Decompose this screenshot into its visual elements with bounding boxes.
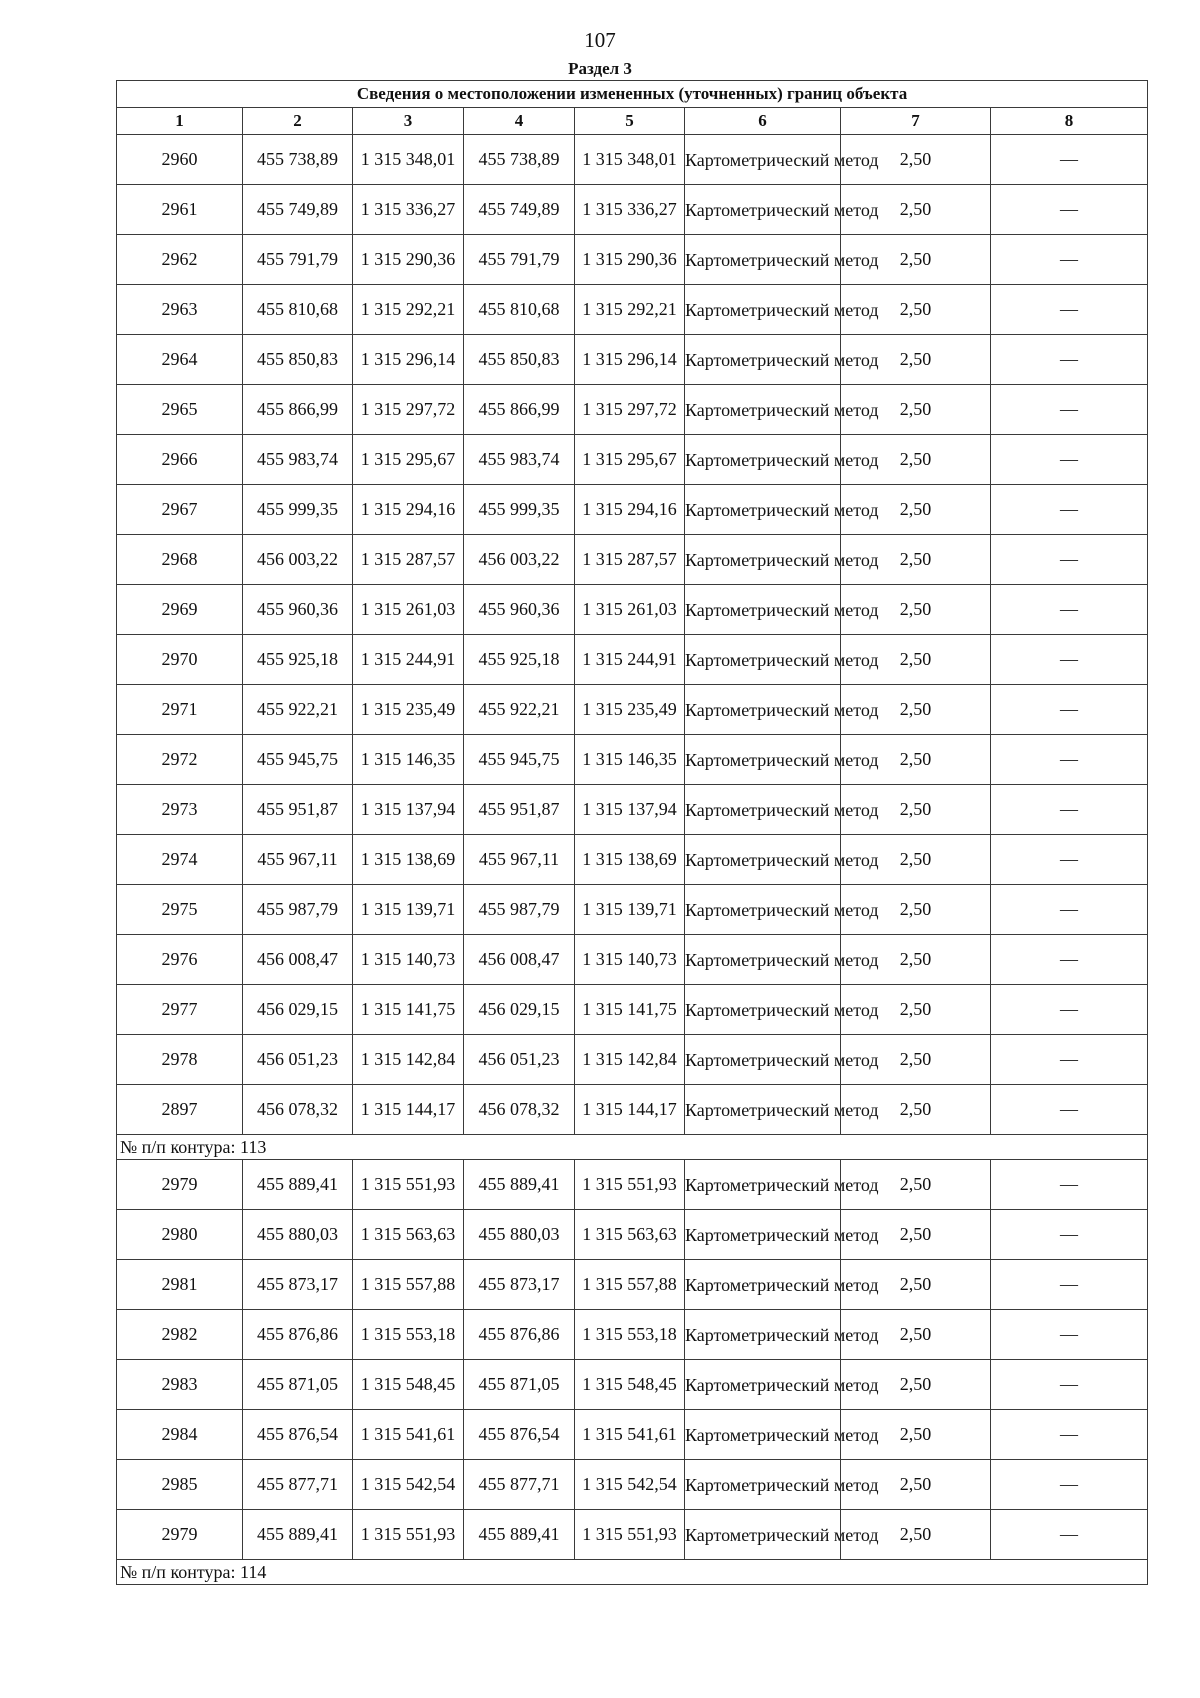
column-header-row — [117, 108, 1148, 135]
y-new-cell: 1 315 557,88 — [575, 1260, 685, 1310]
accuracy-cell: 2,50 — [841, 185, 991, 235]
accuracy-cell: 2,50 — [841, 285, 991, 335]
x-old-cell: 455 960,36 — [243, 585, 353, 635]
x-old-cell: 456 003,22 — [243, 535, 353, 585]
table-caption: Сведения о местоположении измененных (уточненных) границ объекта — [117, 81, 1148, 108]
point-number-cell: 2983 — [117, 1360, 243, 1410]
y-old-cell: 1 315 563,63 — [353, 1210, 464, 1260]
x-old-cell: 455 866,99 — [243, 385, 353, 435]
description-cell: — — [991, 1035, 1148, 1085]
description-cell: — — [991, 235, 1148, 285]
y-old-cell: 1 315 287,57 — [353, 535, 464, 585]
x-new-cell: 455 987,79 — [464, 885, 575, 935]
description-cell: — — [991, 1410, 1148, 1460]
x-new-cell: 455 791,79 — [464, 235, 575, 285]
method-cell: Картометрический метод — [685, 935, 841, 985]
method-cell: Картометрический метод — [685, 1260, 841, 1310]
accuracy-cell: 2,50 — [841, 385, 991, 435]
y-old-cell: 1 315 548,45 — [353, 1360, 464, 1410]
point-number-cell: 2979 — [117, 1510, 243, 1560]
x-old-cell: 455 987,79 — [243, 885, 353, 935]
y-old-cell: 1 315 290,36 — [353, 235, 464, 285]
point-number-cell: 2971 — [117, 685, 243, 735]
method-cell: Картометрический метод — [685, 135, 841, 185]
x-old-cell: 455 738,89 — [243, 135, 353, 185]
column-header: 4 — [464, 108, 575, 135]
table-row — [117, 435, 1148, 485]
point-number-cell: 2969 — [117, 585, 243, 635]
accuracy-cell: 2,50 — [841, 1310, 991, 1360]
accuracy-cell: 2,50 — [841, 535, 991, 585]
x-old-cell: 455 880,03 — [243, 1210, 353, 1260]
y-old-cell: 1 315 142,84 — [353, 1035, 464, 1085]
y-new-cell: 1 315 551,93 — [575, 1160, 685, 1210]
accuracy-cell: 2,50 — [841, 635, 991, 685]
accuracy-cell: 2,50 — [841, 435, 991, 485]
point-number-cell: 2964 — [117, 335, 243, 385]
x-old-cell: 455 749,89 — [243, 185, 353, 235]
y-old-cell: 1 315 139,71 — [353, 885, 464, 935]
method-cell: Картометрический метод — [685, 585, 841, 635]
method-cell: Картометрический метод — [685, 735, 841, 785]
point-number-cell: 2962 — [117, 235, 243, 285]
description-cell: — — [991, 735, 1148, 785]
table-row — [117, 335, 1148, 385]
description-cell: — — [991, 635, 1148, 685]
x-new-cell: 455 877,71 — [464, 1460, 575, 1510]
table-row — [117, 235, 1148, 285]
column-header: 6 — [685, 108, 841, 135]
accuracy-cell: 2,50 — [841, 235, 991, 285]
page-number: 107 — [584, 28, 616, 52]
description-cell: — — [991, 185, 1148, 235]
accuracy-cell: 2,50 — [841, 935, 991, 985]
table-row — [117, 1160, 1148, 1210]
method-cell: Картометрический метод — [685, 785, 841, 835]
table-row — [117, 835, 1148, 885]
point-number-cell: 2967 — [117, 485, 243, 535]
table-row — [117, 1460, 1148, 1510]
table-row — [117, 385, 1148, 435]
y-new-cell: 1 315 541,61 — [575, 1410, 685, 1460]
y-old-cell: 1 315 541,61 — [353, 1410, 464, 1460]
x-new-cell: 455 871,05 — [464, 1360, 575, 1410]
y-old-cell: 1 315 261,03 — [353, 585, 464, 635]
table-row — [117, 535, 1148, 585]
table-row — [117, 585, 1148, 635]
contour-row — [117, 1560, 1148, 1585]
y-new-cell: 1 315 292,21 — [575, 285, 685, 335]
y-old-cell: 1 315 292,21 — [353, 285, 464, 335]
method-cell: Картометрический метод — [685, 385, 841, 435]
y-old-cell: 1 315 235,49 — [353, 685, 464, 735]
table-row — [117, 485, 1148, 535]
y-new-cell: 1 315 563,63 — [575, 1210, 685, 1260]
y-new-cell: 1 315 140,73 — [575, 935, 685, 985]
point-number-cell: 2985 — [117, 1460, 243, 1510]
x-old-cell: 456 029,15 — [243, 985, 353, 1035]
x-old-cell: 456 008,47 — [243, 935, 353, 985]
x-old-cell: 455 983,74 — [243, 435, 353, 485]
x-new-cell: 455 876,86 — [464, 1310, 575, 1360]
y-old-cell: 1 315 551,93 — [353, 1160, 464, 1210]
method-cell: Картометрический метод — [685, 1360, 841, 1410]
description-cell: — — [991, 1310, 1148, 1360]
point-number-cell: 2975 — [117, 885, 243, 935]
accuracy-cell: 2,50 — [841, 1460, 991, 1510]
point-number-cell: 2981 — [117, 1260, 243, 1310]
method-cell: Картометрический метод — [685, 685, 841, 735]
x-new-cell: 456 029,15 — [464, 985, 575, 1035]
method-cell: Картометрический метод — [685, 1210, 841, 1260]
accuracy-cell: 2,50 — [841, 335, 991, 385]
description-cell: — — [991, 1210, 1148, 1260]
table-row — [117, 1360, 1148, 1410]
description-cell: — — [991, 285, 1148, 335]
description-cell: — — [991, 1085, 1148, 1135]
x-new-cell: 456 008,47 — [464, 935, 575, 985]
accuracy-cell: 2,50 — [841, 1085, 991, 1135]
point-number-cell: 2976 — [117, 935, 243, 985]
y-new-cell: 1 315 297,72 — [575, 385, 685, 435]
contour-row — [117, 1135, 1148, 1160]
accuracy-cell: 2,50 — [841, 885, 991, 935]
accuracy-cell: 2,50 — [841, 1510, 991, 1560]
y-old-cell: 1 315 146,35 — [353, 735, 464, 785]
contour-label: № п/п контура: 113 — [117, 1135, 1148, 1160]
x-old-cell: 456 051,23 — [243, 1035, 353, 1085]
table-row — [117, 285, 1148, 335]
x-old-cell: 455 889,41 — [243, 1160, 353, 1210]
y-new-cell: 1 315 348,01 — [575, 135, 685, 185]
description-cell: — — [991, 585, 1148, 635]
x-new-cell: 455 749,89 — [464, 185, 575, 235]
x-old-cell: 455 967,11 — [243, 835, 353, 885]
accuracy-cell: 2,50 — [841, 835, 991, 885]
y-new-cell: 1 315 142,84 — [575, 1035, 685, 1085]
point-number-cell: 2961 — [117, 185, 243, 235]
y-new-cell: 1 315 138,69 — [575, 835, 685, 885]
y-old-cell: 1 315 296,14 — [353, 335, 464, 385]
table-row — [117, 185, 1148, 235]
method-cell: Картометрический метод — [685, 1310, 841, 1360]
y-new-cell: 1 315 235,49 — [575, 685, 685, 735]
table-row — [117, 735, 1148, 785]
x-new-cell: 456 003,22 — [464, 535, 575, 585]
x-new-cell: 455 889,41 — [464, 1510, 575, 1560]
table-row — [117, 885, 1148, 935]
y-new-cell: 1 315 295,67 — [575, 435, 685, 485]
y-old-cell: 1 315 244,91 — [353, 635, 464, 685]
x-old-cell: 455 951,87 — [243, 785, 353, 835]
y-new-cell: 1 315 139,71 — [575, 885, 685, 935]
x-new-cell: 455 983,74 — [464, 435, 575, 485]
column-header: 7 — [841, 108, 991, 135]
table-row — [117, 1210, 1148, 1260]
description-cell: — — [991, 435, 1148, 485]
x-old-cell: 456 078,32 — [243, 1085, 353, 1135]
x-new-cell: 455 967,11 — [464, 835, 575, 885]
description-cell: — — [991, 1360, 1148, 1410]
point-number-cell: 2977 — [117, 985, 243, 1035]
y-new-cell: 1 315 553,18 — [575, 1310, 685, 1360]
point-number-cell: 2960 — [117, 135, 243, 185]
x-old-cell: 455 876,86 — [243, 1310, 353, 1360]
description-cell: — — [991, 335, 1148, 385]
y-old-cell: 1 315 294,16 — [353, 485, 464, 535]
x-new-cell: 455 866,99 — [464, 385, 575, 435]
point-number-cell: 2963 — [117, 285, 243, 335]
accuracy-cell: 2,50 — [841, 985, 991, 1035]
method-cell: Картометрический метод — [685, 285, 841, 335]
point-number-cell: 2984 — [117, 1410, 243, 1460]
point-number-cell: 2966 — [117, 435, 243, 485]
x-old-cell: 455 810,68 — [243, 285, 353, 335]
y-old-cell: 1 315 141,75 — [353, 985, 464, 1035]
accuracy-cell: 2,50 — [841, 1210, 991, 1260]
table-row — [117, 1085, 1148, 1135]
x-old-cell: 455 791,79 — [243, 235, 353, 285]
description-cell: — — [991, 885, 1148, 935]
y-old-cell: 1 315 542,54 — [353, 1460, 464, 1510]
accuracy-cell: 2,50 — [841, 1410, 991, 1460]
y-new-cell: 1 315 542,54 — [575, 1460, 685, 1510]
y-new-cell: 1 315 261,03 — [575, 585, 685, 635]
x-old-cell: 455 876,54 — [243, 1410, 353, 1460]
accuracy-cell: 2,50 — [841, 1360, 991, 1410]
description-cell: — — [991, 935, 1148, 985]
accuracy-cell: 2,50 — [841, 685, 991, 735]
point-number-cell: 2970 — [117, 635, 243, 685]
description-cell: — — [991, 535, 1148, 585]
method-cell: Картометрический метод — [685, 185, 841, 235]
method-cell: Картометрический метод — [685, 535, 841, 585]
point-number-cell: 2980 — [117, 1210, 243, 1260]
accuracy-cell: 2,50 — [841, 1035, 991, 1085]
point-number-cell: 2972 — [117, 735, 243, 785]
method-cell: Картометрический метод — [685, 635, 841, 685]
y-new-cell: 1 315 336,27 — [575, 185, 685, 235]
method-cell: Картометрический метод — [685, 485, 841, 535]
y-new-cell: 1 315 141,75 — [575, 985, 685, 1035]
y-old-cell: 1 315 140,73 — [353, 935, 464, 985]
y-new-cell: 1 315 551,93 — [575, 1510, 685, 1560]
table-row — [117, 1310, 1148, 1360]
y-new-cell: 1 315 287,57 — [575, 535, 685, 585]
y-new-cell: 1 315 144,17 — [575, 1085, 685, 1135]
description-cell: — — [991, 835, 1148, 885]
method-cell: Картометрический метод — [685, 1160, 841, 1210]
y-new-cell: 1 315 290,36 — [575, 235, 685, 285]
x-old-cell: 455 877,71 — [243, 1460, 353, 1510]
x-old-cell: 455 850,83 — [243, 335, 353, 385]
y-old-cell: 1 315 138,69 — [353, 835, 464, 885]
x-new-cell: 455 999,35 — [464, 485, 575, 535]
table-row — [117, 785, 1148, 835]
method-cell: Картометрический метод — [685, 1460, 841, 1510]
x-new-cell: 456 051,23 — [464, 1035, 575, 1085]
y-old-cell: 1 315 297,72 — [353, 385, 464, 435]
method-cell: Картометрический метод — [685, 1085, 841, 1135]
y-old-cell: 1 315 336,27 — [353, 185, 464, 235]
point-number-cell: 2973 — [117, 785, 243, 835]
description-cell: — — [991, 1510, 1148, 1560]
y-new-cell: 1 315 296,14 — [575, 335, 685, 385]
table-row — [117, 1410, 1148, 1460]
x-old-cell: 455 922,21 — [243, 685, 353, 735]
point-number-cell: 2974 — [117, 835, 243, 885]
method-cell: Картометрический метод — [685, 335, 841, 385]
y-new-cell: 1 315 294,16 — [575, 485, 685, 535]
y-old-cell: 1 315 295,67 — [353, 435, 464, 485]
method-cell: Картометрический метод — [685, 885, 841, 935]
x-new-cell: 455 880,03 — [464, 1210, 575, 1260]
description-cell: — — [991, 785, 1148, 835]
x-new-cell: 455 925,18 — [464, 635, 575, 685]
table-row — [117, 635, 1148, 685]
x-old-cell: 455 925,18 — [243, 635, 353, 685]
x-new-cell: 455 922,21 — [464, 685, 575, 735]
column-header: 3 — [353, 108, 464, 135]
y-new-cell: 1 315 244,91 — [575, 635, 685, 685]
coordinates-table — [116, 80, 1148, 1585]
description-cell: — — [991, 1160, 1148, 1210]
column-header: 5 — [575, 108, 685, 135]
point-number-cell: 2979 — [117, 1160, 243, 1210]
accuracy-cell: 2,50 — [841, 135, 991, 185]
section-title: Раздел 3 — [568, 59, 632, 78]
description-cell: — — [991, 985, 1148, 1035]
method-cell: Картометрический метод — [685, 1510, 841, 1560]
x-new-cell: 455 945,75 — [464, 735, 575, 785]
column-header: 2 — [243, 108, 353, 135]
description-cell: — — [991, 1460, 1148, 1510]
x-new-cell: 455 810,68 — [464, 285, 575, 335]
x-new-cell: 456 078,32 — [464, 1085, 575, 1135]
table-caption-row — [117, 81, 1148, 108]
point-number-cell: 2982 — [117, 1310, 243, 1360]
description-cell: — — [991, 685, 1148, 735]
description-cell: — — [991, 135, 1148, 185]
table-row — [117, 685, 1148, 735]
table-row — [117, 1510, 1148, 1560]
x-new-cell: 455 738,89 — [464, 135, 575, 185]
point-number-cell: 2897 — [117, 1085, 243, 1135]
column-header: 1 — [117, 108, 243, 135]
table-row — [117, 1035, 1148, 1085]
accuracy-cell: 2,50 — [841, 585, 991, 635]
contour-label: № п/п контура: 114 — [117, 1560, 1148, 1585]
x-old-cell: 455 999,35 — [243, 485, 353, 535]
y-old-cell: 1 315 137,94 — [353, 785, 464, 835]
method-cell: Картометрический метод — [685, 235, 841, 285]
method-cell: Картометрический метод — [685, 1410, 841, 1460]
method-cell: Картометрический метод — [685, 835, 841, 885]
y-new-cell: 1 315 146,35 — [575, 735, 685, 785]
y-old-cell: 1 315 557,88 — [353, 1260, 464, 1310]
y-old-cell: 1 315 551,93 — [353, 1510, 464, 1560]
description-cell: — — [991, 385, 1148, 435]
table-row — [117, 935, 1148, 985]
table-row — [117, 135, 1148, 185]
column-header: 8 — [991, 108, 1148, 135]
x-new-cell: 455 960,36 — [464, 585, 575, 635]
accuracy-cell: 2,50 — [841, 1160, 991, 1210]
x-old-cell: 455 873,17 — [243, 1260, 353, 1310]
y-old-cell: 1 315 553,18 — [353, 1310, 464, 1360]
y-new-cell: 1 315 137,94 — [575, 785, 685, 835]
point-number-cell: 2978 — [117, 1035, 243, 1085]
x-old-cell: 455 871,05 — [243, 1360, 353, 1410]
table-row — [117, 1260, 1148, 1310]
x-new-cell: 455 850,83 — [464, 335, 575, 385]
point-number-cell: 2965 — [117, 385, 243, 435]
x-old-cell: 455 945,75 — [243, 735, 353, 785]
method-cell: Картометрический метод — [685, 985, 841, 1035]
accuracy-cell: 2,50 — [841, 485, 991, 535]
method-cell: Картометрический метод — [685, 435, 841, 485]
x-new-cell: 455 873,17 — [464, 1260, 575, 1310]
table-body — [117, 135, 1148, 1585]
description-cell: — — [991, 485, 1148, 535]
x-old-cell: 455 889,41 — [243, 1510, 353, 1560]
method-cell: Картометрический метод — [685, 1035, 841, 1085]
accuracy-cell: 2,50 — [841, 735, 991, 785]
x-new-cell: 455 951,87 — [464, 785, 575, 835]
y-new-cell: 1 315 548,45 — [575, 1360, 685, 1410]
description-cell: — — [991, 1260, 1148, 1310]
x-new-cell: 455 889,41 — [464, 1160, 575, 1210]
accuracy-cell: 2,50 — [841, 1260, 991, 1310]
y-old-cell: 1 315 348,01 — [353, 135, 464, 185]
table-row — [117, 985, 1148, 1035]
y-old-cell: 1 315 144,17 — [353, 1085, 464, 1135]
x-new-cell: 455 876,54 — [464, 1410, 575, 1460]
accuracy-cell: 2,50 — [841, 785, 991, 835]
point-number-cell: 2968 — [117, 535, 243, 585]
